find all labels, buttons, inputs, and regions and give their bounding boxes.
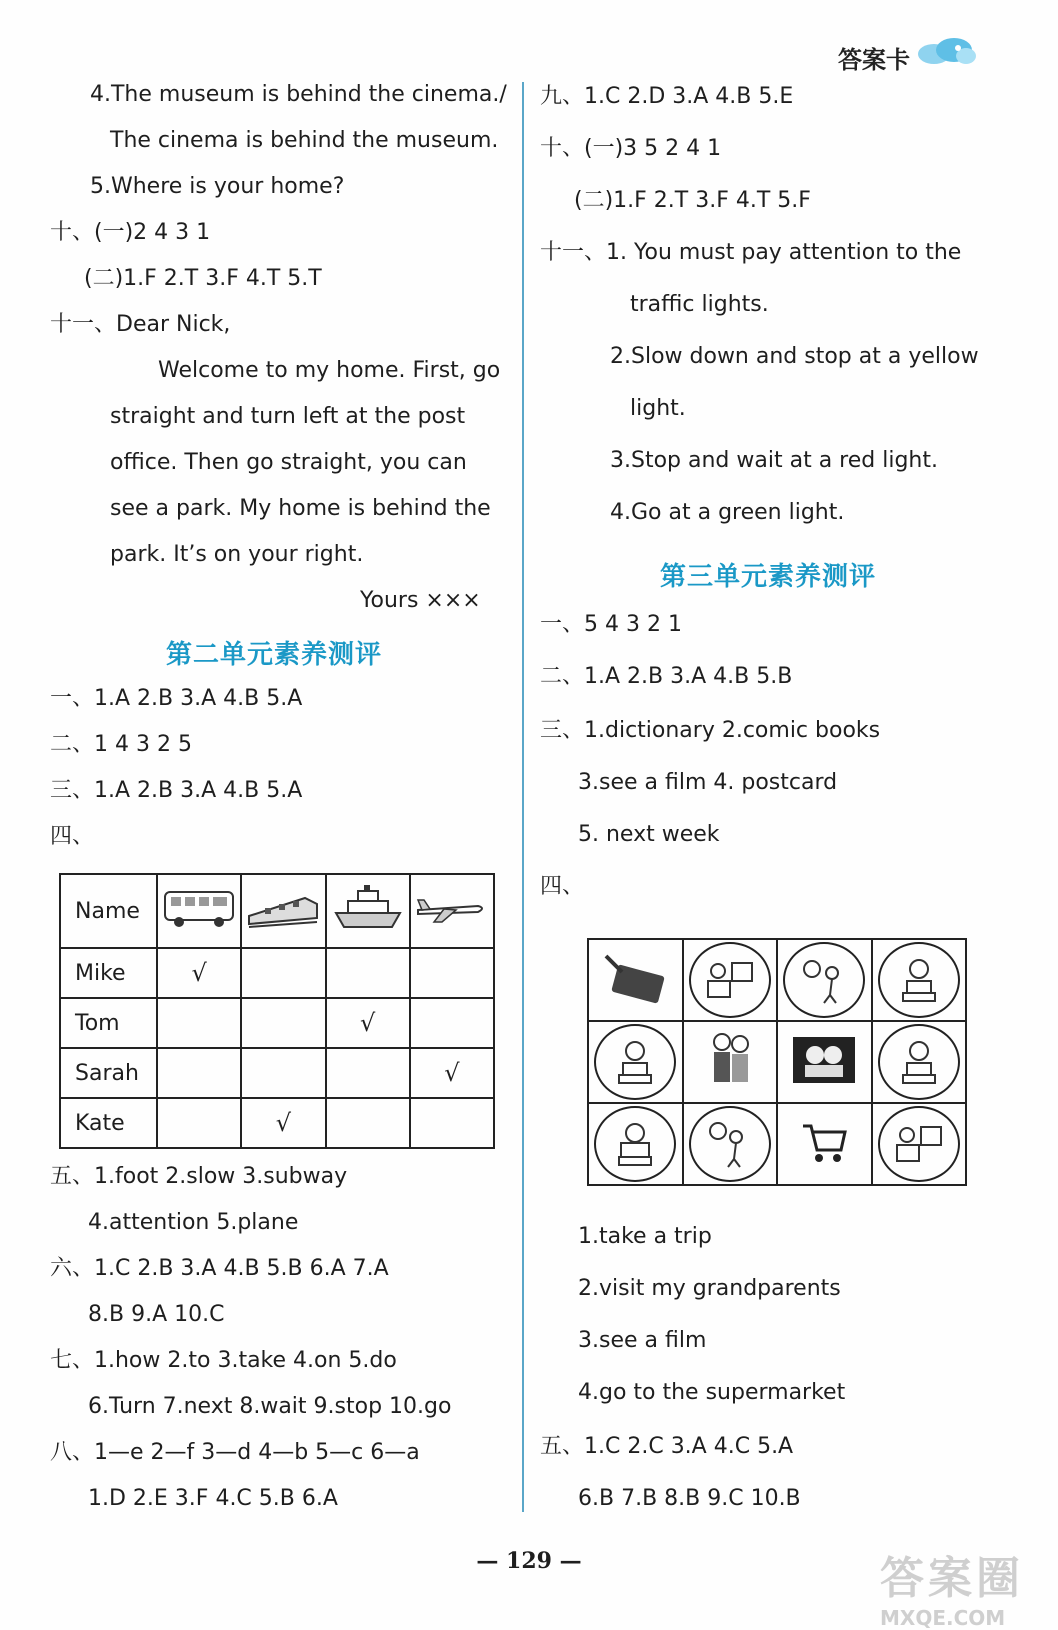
table-row-name: Kate — [60, 1098, 157, 1148]
watermark-sub: MXQE.COM — [880, 1606, 1006, 1630]
letter-line: Welcome to my home. First, go — [158, 358, 501, 383]
grandparents-icon — [683, 1021, 778, 1103]
bus-icon — [157, 874, 241, 948]
table-row-name: Sarah — [60, 1048, 157, 1098]
answer-line: 二、1.A 2.B 3.A 4.B 5.B — [540, 664, 793, 689]
answer-line: 九、1.C 2.D 3.A 4.B 5.E — [540, 84, 794, 109]
tv-person-icon — [689, 942, 771, 1018]
column-divider — [522, 82, 524, 1512]
answer-line: 十一、1. You must pay attention to the — [540, 240, 962, 265]
suitcase-icon — [588, 939, 683, 1021]
answer-line: 一、5 4 3 2 1 — [540, 612, 682, 637]
train-icon — [241, 874, 325, 948]
check-mark: √ — [444, 1059, 460, 1087]
answer-line: 三、1.dictionary 2.comic books — [540, 718, 881, 743]
answer-line: 五、1.C 2.C 3.A 4.C 5.A — [540, 1434, 794, 1459]
page-number: — 129 — — [476, 1548, 582, 1574]
answer-line: 四、 — [540, 874, 585, 899]
activity-picture-grid — [587, 938, 967, 1186]
ship-icon — [326, 874, 410, 948]
section-heading: 第三单元素养测评 — [660, 562, 877, 592]
watermark-main: 答案圈 — [880, 1553, 1024, 1604]
basketball-icon — [689, 1106, 771, 1182]
answer-line: 2.visit my grandparents — [578, 1276, 841, 1301]
basketball-icon — [783, 942, 865, 1018]
check-mark: √ — [191, 959, 207, 987]
answer-line: 4.The museum is behind the cinema./ — [90, 82, 507, 107]
table-row-name: Mike — [60, 948, 157, 998]
answer-line: 3.see a film 4. postcard — [578, 770, 838, 795]
section-heading: 第二单元素养测评 — [166, 640, 383, 670]
answer-line: 十、(一)2 4 3 1 — [50, 220, 211, 245]
table-row-name: Tom — [60, 998, 157, 1048]
answer-line: 二、1 4 3 2 5 — [50, 732, 192, 757]
girl-reading-icon — [594, 1106, 676, 1182]
tv-person-icon — [878, 1106, 960, 1182]
answer-line: 6.B 7.B 8.B 9.C 10.B — [578, 1486, 801, 1511]
answer-line: 十一、Dear Nick, — [50, 312, 231, 337]
cloud-decoration-icon — [914, 34, 978, 68]
answer-line: 4.go to the supermarket — [578, 1380, 846, 1405]
letter-line: see a park. My home is behind the — [110, 496, 491, 521]
answer-line: 4.Go at a green light. — [610, 500, 845, 525]
film-icon — [777, 1021, 872, 1103]
answer-line: 三、1.A 2.B 3.A 4.B 5.A — [50, 778, 303, 803]
answer-line: 4.attention 5.plane — [88, 1210, 299, 1235]
letter-line: straight and turn left at the post — [110, 404, 466, 429]
watermark — [880, 1542, 1024, 1630]
answer-line: 一、1.A 2.B 3.A 4.B 5.A — [50, 686, 303, 711]
answer-line: 3.see a film — [578, 1328, 707, 1353]
answer-line: traffic lights. — [630, 292, 769, 317]
answer-line: 2.Slow down and stop at a yellow — [610, 344, 979, 369]
answer-line: 八、1—e 2—f 3—d 4—b 5—c 6—a — [50, 1440, 420, 1465]
answer-line: 1.D 2.E 3.F 4.C 5.B 6.A — [88, 1486, 338, 1511]
girl-reading-icon — [594, 1024, 676, 1100]
answer-line: (二)1.F 2.T 3.F 4.T 5.T — [84, 266, 322, 291]
answer-line: 3.Stop and wait at a red light. — [610, 448, 938, 473]
answer-line: 8.B 9.A 10.C — [88, 1302, 225, 1327]
letter-signature: Yours ××× — [360, 588, 481, 613]
answer-line: 5. next week — [578, 822, 720, 847]
answer-line: The cinema is behind the museum. — [110, 128, 499, 153]
answer-line: (二)1.F 2.T 3.F 4.T 5.F — [574, 188, 811, 213]
answer-line: 6.Turn 7.next 8.wait 9.stop 10.go — [88, 1394, 452, 1419]
answer-line: 1.take a trip — [578, 1224, 712, 1249]
header-title: 答案卡 — [838, 46, 910, 74]
letter-line: park. It’s on your right. — [110, 542, 364, 567]
girl-reading-icon — [878, 1024, 960, 1100]
letter-line: office. Then go straight, you can — [110, 450, 467, 475]
answer-line: 五、1.foot 2.slow 3.subway — [50, 1164, 348, 1189]
plane-icon — [410, 874, 494, 948]
table-header: Name — [60, 874, 157, 948]
check-mark: √ — [275, 1109, 292, 1137]
answer-line: 六、1.C 2.B 3.A 4.B 5.B 6.A 7.A — [50, 1256, 389, 1281]
answer-line: light. — [630, 396, 686, 421]
shopping-cart-icon — [777, 1103, 872, 1185]
check-mark: √ — [359, 1009, 376, 1037]
answer-line: 四、 — [50, 824, 95, 849]
girl-reading-icon — [878, 942, 960, 1018]
transport-table — [59, 873, 495, 1149]
answer-line: 七、1.how 2.to 3.take 4.on 5.do — [50, 1348, 397, 1373]
answer-line: 十、(一)3 5 2 4 1 — [540, 136, 722, 161]
answer-line: 5.Where is your home? — [90, 174, 345, 199]
